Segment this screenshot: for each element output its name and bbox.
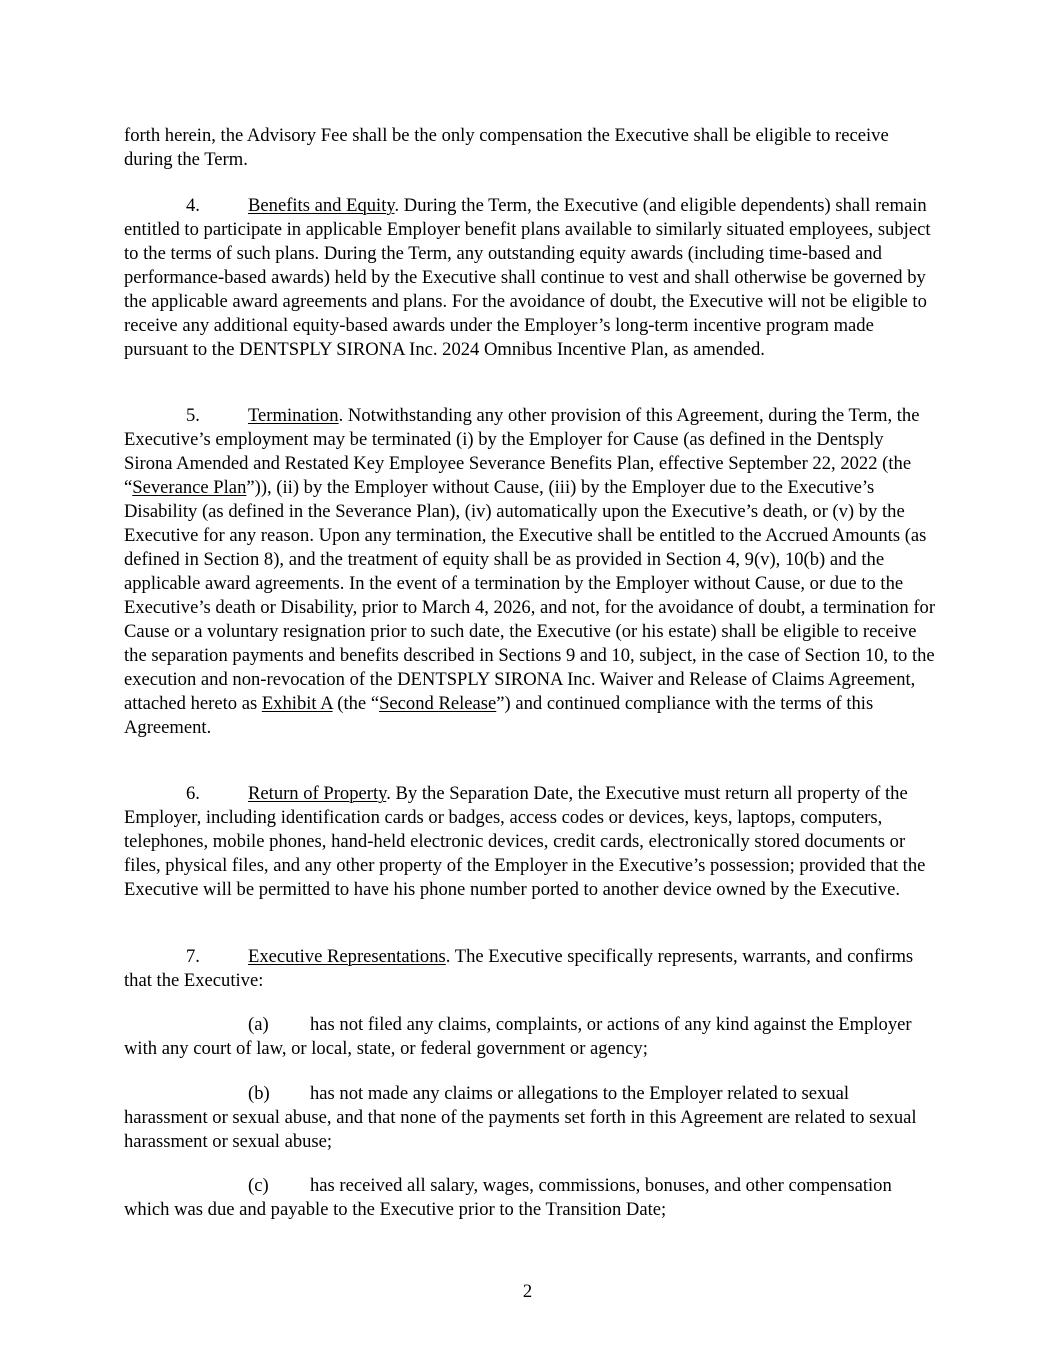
section-5-heading: Termination [248,405,339,426]
section-7c-text: has received all salary, wages, commissions, bonuses, and other compensation which was due and payable to the Executive prior to the Transition Date; [124,1175,892,1220]
section-6-heading: Return of Property [248,783,387,804]
section-7b [124,1082,936,1154]
section-7c [124,1174,936,1222]
section-7-heading: Executive Representations [248,946,446,967]
section-6 [124,782,936,902]
severance-plan-term: Severance Plan [132,477,247,498]
exhibit-a-reference: Exhibit A [261,693,333,714]
section-4-heading: Benefits and Equity [248,195,395,216]
section-5-text-d: ”) and continued compliance with the terms of this Agreement. [124,693,874,738]
section-6-number: 6. [186,783,200,804]
section-7-text: . The Executive specifically represents, warrants, and confirms that the Executive: [124,946,914,991]
second-release-term: Second Release [379,693,497,714]
section-5-text-a: . Notwithstanding any other provision of this Agreement, during the Term, the Executive’s employment may be terminated (i) by the Employer for Cause (as defined in the Dentsply Sirona Amended and Restated Key Employee Severance Benefits Plan, effective September 22, 2022 (the “ [124,405,920,498]
section-5-number: 5. [186,405,200,426]
intro-text: forth herein, the Advisory Fee shall be the only compensation the Executive shall be eligible to receive during the Term. [124,125,889,170]
section-5-text-b: ”)), (ii) by the Employer without Cause, (iii) by the Employer due to the Executive’s Disability (as defined in the Severance Plan), (iv) automatically upon the Executive’s death, or (v) by the Executive for any reason. Upon any termination, the Executive shall be entitled to the Accrued Amounts (as defined in Section 8), and the treatment of equity shall be as provided in Section 4, 9(v), 10(b) and the applicable award agreements. In the event of a termination by the Employer without Cause, or due to the Executive’s death or Disability, prior to March 4, 2026, and not, for the avoidance of doubt, a termination for Cause or a voluntary resignation prior to such date, the Executive (or his estate) shall be eligible to receive the separation payments and benefits described in Sections 9 and 10, subject, in the case of Section 10, to the execution and non-revocation of the DENTSPLY SIRONA Inc. Waiver and Release of Claims Agreement, attached hereto as [124,477,936,714]
section-4-number: 4. [186,195,200,216]
section-7c-label: (c) [248,1175,269,1196]
paragraph-intro [124,124,936,172]
section-4 [124,194,936,362]
section-6-text: . By the Separation Date, the Executive must return all property of the Employer, including identification cards or badges, access codes or devices, keys, laptops, computers, telephones, mobile phones, hand-held electronic devices, credit cards, electronically stored documents or files, physical files, and any other property of the Employer in the Executive’s possession; provided that the Executive will be permitted to have his phone number ported to another device owned by the Executive. [124,783,926,900]
section-7a-label: (a) [248,1014,269,1035]
section-5 [124,404,936,740]
page-number: 2 [522,1281,533,1302]
section-7 [124,945,936,993]
section-7b-text: has not made any claims or allegations to the Employer related to sexual harassment or sexual abuse, and that none of the payments set forth in this Agreement are related to sexual harassment or sexual abuse; [124,1083,917,1152]
section-7a-text: has not filed any claims, complaints, or actions of any kind against the Employer with any court of law, or local, state, or federal government or agency; [124,1014,912,1059]
section-4-text: . During the Term, the Executive (and eligible dependents) shall remain entitled to participate in applicable Employer benefit plans available to similarly situated employees, subject to the terms of such plans. During the Term, any outstanding equity awards (including time-based and performance-based awards) held by the Executive shall continue to vest and shall otherwise be governed by the applicable award agreements and plans. For the avoidance of doubt, the Executive will not be eligible to receive any additional equity-based awards under the Employer’s long-term incentive program made pursuant to the DENTSPLY SIRONA Inc. 2024 Omnibus Incentive Plan, as amended. [124,195,931,360]
section-5-text-c: (the “ [332,693,380,714]
section-7a [124,1013,936,1061]
section-7-number: 7. [186,946,200,967]
section-7b-label: (b) [248,1083,270,1104]
